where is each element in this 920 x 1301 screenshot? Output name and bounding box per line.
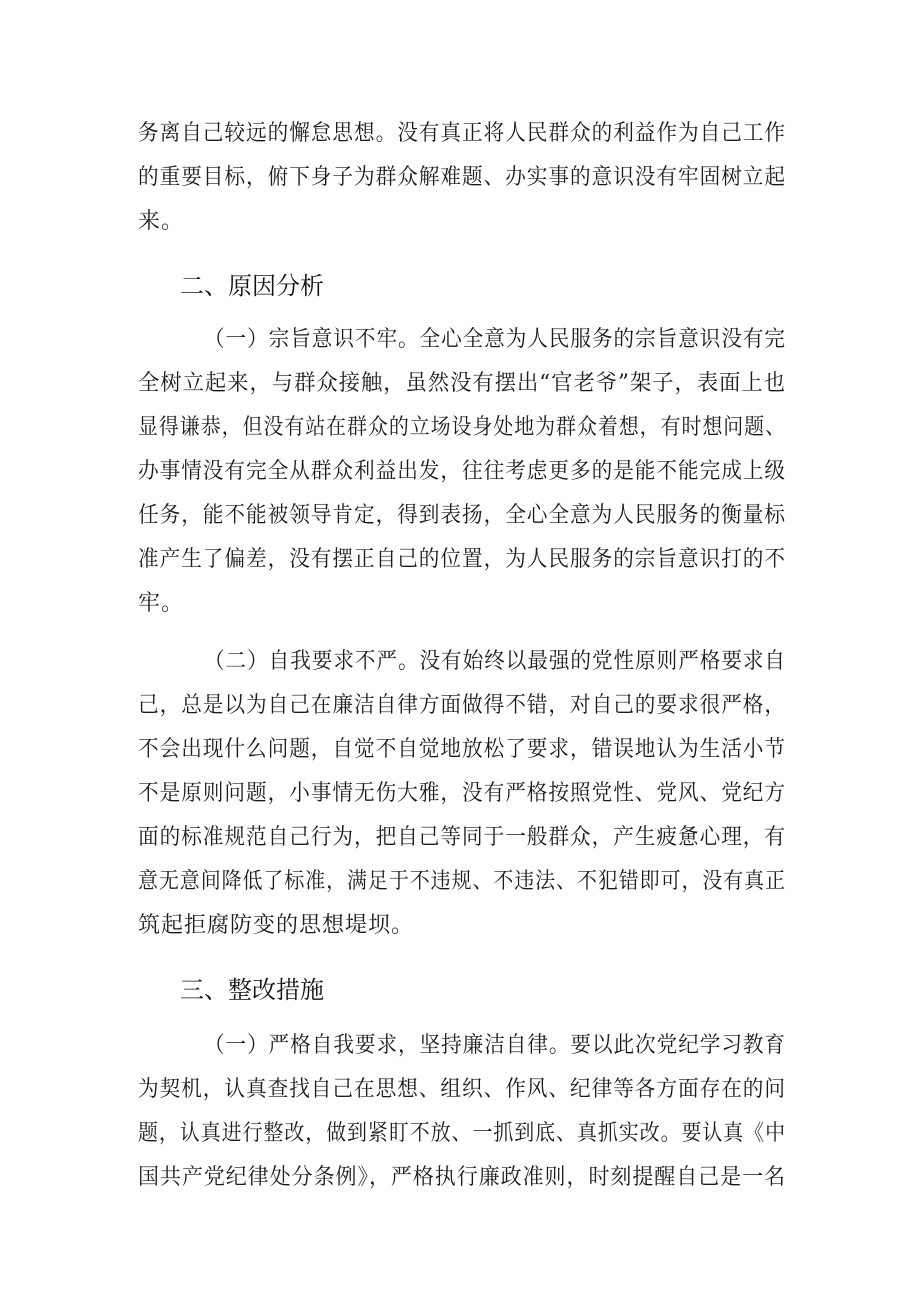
text-line: 任务，能不能被领导肯定，得到表扬，全心全意为人民服务的衡量标 — [138, 503, 786, 528]
text-line: 意无意间降低了标准，满足于不违规、不违法、不犯错即可，没有真正 — [138, 869, 786, 894]
text-line: 己，总是以为自己在廉洁自律方面做得不错，对自己的要求很严格， — [138, 693, 786, 718]
text-line: 为契机，认真查找自己在思想、组织、作风、纪律等各方面存在的问 — [138, 1077, 786, 1102]
text-line: 务离自己较远的懈怠思想。没有真正将人民群众的利益作为自己工作 — [138, 121, 786, 146]
text-line: 全树立起来，与群众接触，虽然没有摆出“官老爷”架子，表面上也 — [138, 371, 786, 396]
text-line: （一）宗旨意识不牢。全心全意为人民服务的宗旨意识没有完 — [204, 327, 786, 352]
text-line: （二）自我要求不严。没有始终以最强的党性原则严格要求自 — [204, 649, 786, 674]
text-line: 面的标准规范自己行为，把自己等同于一般群众，产生疲惫心理，有 — [138, 825, 786, 850]
section-heading-cause-analysis: 二、原因分析 — [180, 272, 324, 300]
paragraph-strict-requirements — [138, 1024, 786, 1200]
text-line: 题，认真进行整改，做到紧盯不放、一抓到底、真抓实改。要认真《中 — [138, 1121, 786, 1146]
text-line: 办事情没有完全从群众利益出发，往往考虑更多的是能不能完成上级 — [138, 459, 786, 484]
text-line: 不会出现什么问题，自觉不自觉地放松了要求，错误地认为生活小节 — [138, 737, 786, 762]
paragraph-self-discipline — [138, 640, 786, 948]
text-line: 筑起拒腐防变的思想堤坝。 — [138, 913, 415, 938]
text-line: 来。 — [138, 209, 185, 234]
section-heading-rectification: 三、整改措施 — [180, 976, 324, 1004]
paragraph-purpose-awareness — [138, 318, 786, 626]
text-line: 国共产党纪律处分条例》，严格执行廉政准则，时刻提醒自己是一名 — [138, 1165, 786, 1190]
text-line: 的重要目标，俯下身子为群众解难题、办实事的意识没有牢固树立起 — [138, 165, 786, 190]
text-line: 准产生了偏差，没有摆正自己的位置，为人民服务的宗旨意识打的不 — [138, 547, 786, 572]
text-line: （一）严格自我要求，坚持廉洁自律。要以此次党纪学习教育 — [204, 1033, 786, 1058]
text-line: 显得谦恭，但没有站在群众的立场设身处地为群众着想，有时想问题、 — [138, 415, 786, 440]
paragraph-continuation — [138, 112, 786, 244]
text-line: 不是原则问题，小事情无伤大雅，没有严格按照党性、党风、党纪方 — [138, 781, 786, 806]
text-line: 牢。 — [138, 591, 185, 616]
